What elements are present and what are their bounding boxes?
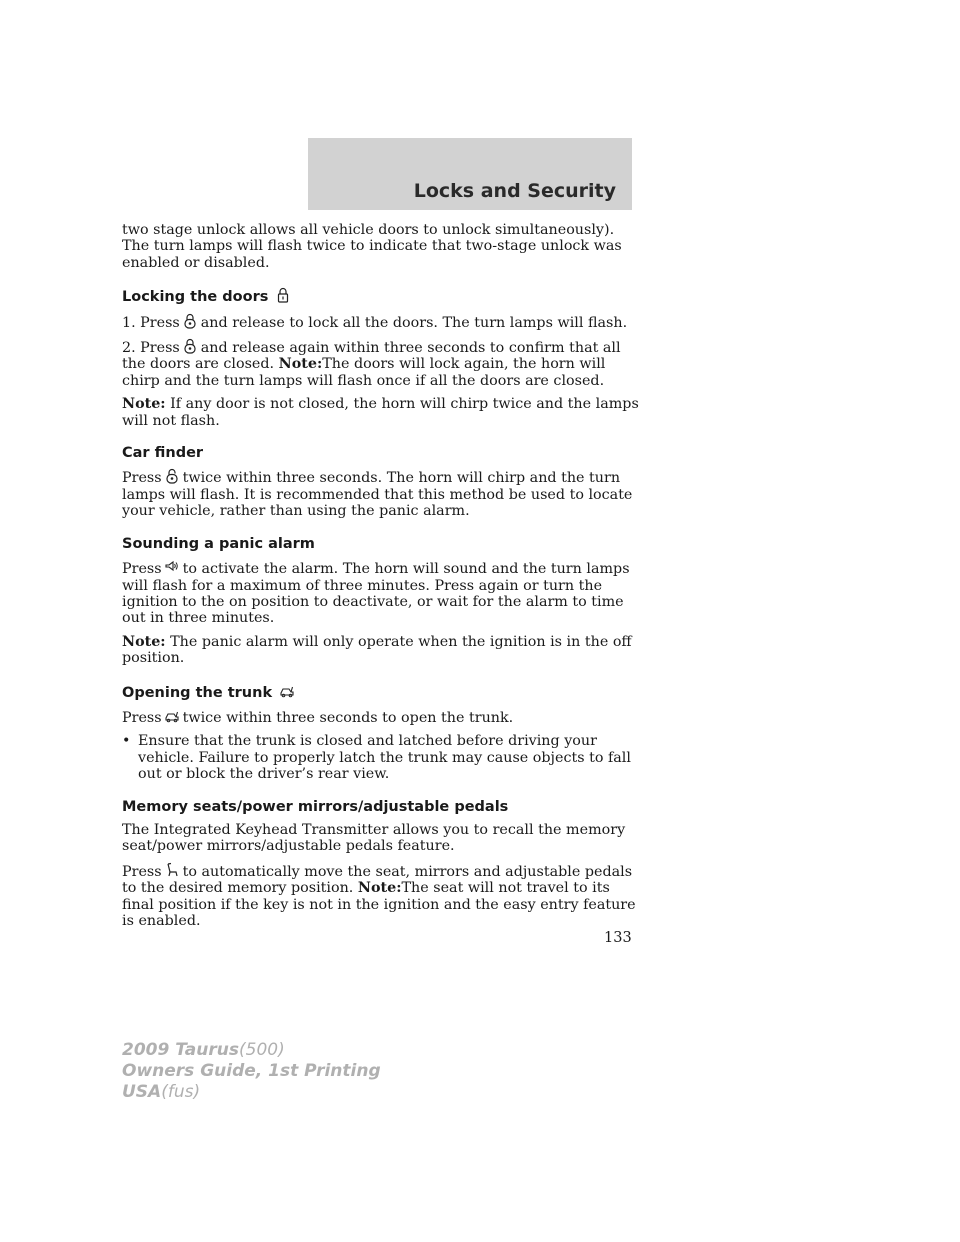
trunk-icon (280, 683, 294, 699)
page-number: 133 (604, 930, 632, 946)
locking-note: Note: If any door is not closed, the horn will chirp twice and the lamps will not flash. (122, 396, 639, 429)
trunk-heading: Opening the trunk (122, 683, 642, 701)
panic-horn-icon (165, 559, 179, 575)
memory-seat-icon (165, 862, 179, 878)
memory-heading: Memory seats/power mirrors/adjustable pedals (122, 798, 509, 815)
trunk-button-icon (165, 708, 179, 724)
footer-line-1: 2009 Taurus(500) (122, 1040, 285, 1060)
trunk-paragraph: Press twice within three seconds to open the trunk. (122, 709, 514, 726)
car-finder-paragraph: Press twice within three seconds. The horn will chirp and the turn lamps will flash. It is recommended that this method be used to locate your vehicle, rather than using the panic alarm. (122, 470, 633, 520)
panic-note: Note: The panic alarm will only operate when the ignition is in the off position. (122, 633, 632, 667)
unlock-icon (165, 468, 179, 484)
footer (122, 1040, 381, 1103)
locking-step-2: 2. Press and release again within three seconds to confirm that all the doors are closed. Note:The doors will lock again, the horn will chirp and the turn lamps will flash once if all the doors are closed. (122, 340, 621, 389)
footer-line-2: Owners Guide, 1st Printing (122, 1061, 381, 1081)
lock-icon (276, 287, 290, 303)
section-title: Locks and Security (413, 180, 616, 202)
car-finder-heading: Car finder (122, 445, 204, 462)
header-band (308, 138, 632, 210)
lock-button-icon (183, 338, 197, 354)
panic-heading: Sounding a panic alarm (122, 535, 315, 552)
intro-paragraph: two stage unlock allows all vehicle doors to unlock simultaneously). The turn lamps will flash twice to indicate that two-stage unlock was enabled or disabled. (122, 222, 622, 271)
trunk-bullet (122, 733, 642, 782)
bullet-mark: • (122, 733, 131, 750)
locking-heading: Locking the doors (122, 287, 642, 305)
locking-step-1: 1. Press and release to lock all the doors. The turn lamps will flash. (122, 314, 628, 331)
memory-paragraph: Press to automatically move the seat, mirrors and adjustable pedals to the desired memory position. Note:The seat will not travel to its final position if the key is not in the ignition and the easy entry feature is enabled. (122, 863, 636, 929)
page-content (122, 222, 642, 936)
memory-intro: The Integrated Keyhead Transmitter allows you to recall the memory seat/power mirrors/adjustable pedals feature. (122, 821, 626, 855)
trunk-bullet-text: Ensure that the trunk is closed and latched before driving your vehicle. Failure to properly latch the trunk may cause objects to fall out or block the driver’s rear view. (138, 733, 631, 783)
footer-line-3: USA(fus) (122, 1082, 201, 1102)
lock-button-icon (183, 313, 197, 329)
panic-paragraph: Press to activate the alarm. The horn will sound and the turn lamps will flash for a maximum of three minutes. Press again or turn the ignition to the on position to deactivate, or wait for the alarm to time out in three minutes. (122, 561, 630, 627)
